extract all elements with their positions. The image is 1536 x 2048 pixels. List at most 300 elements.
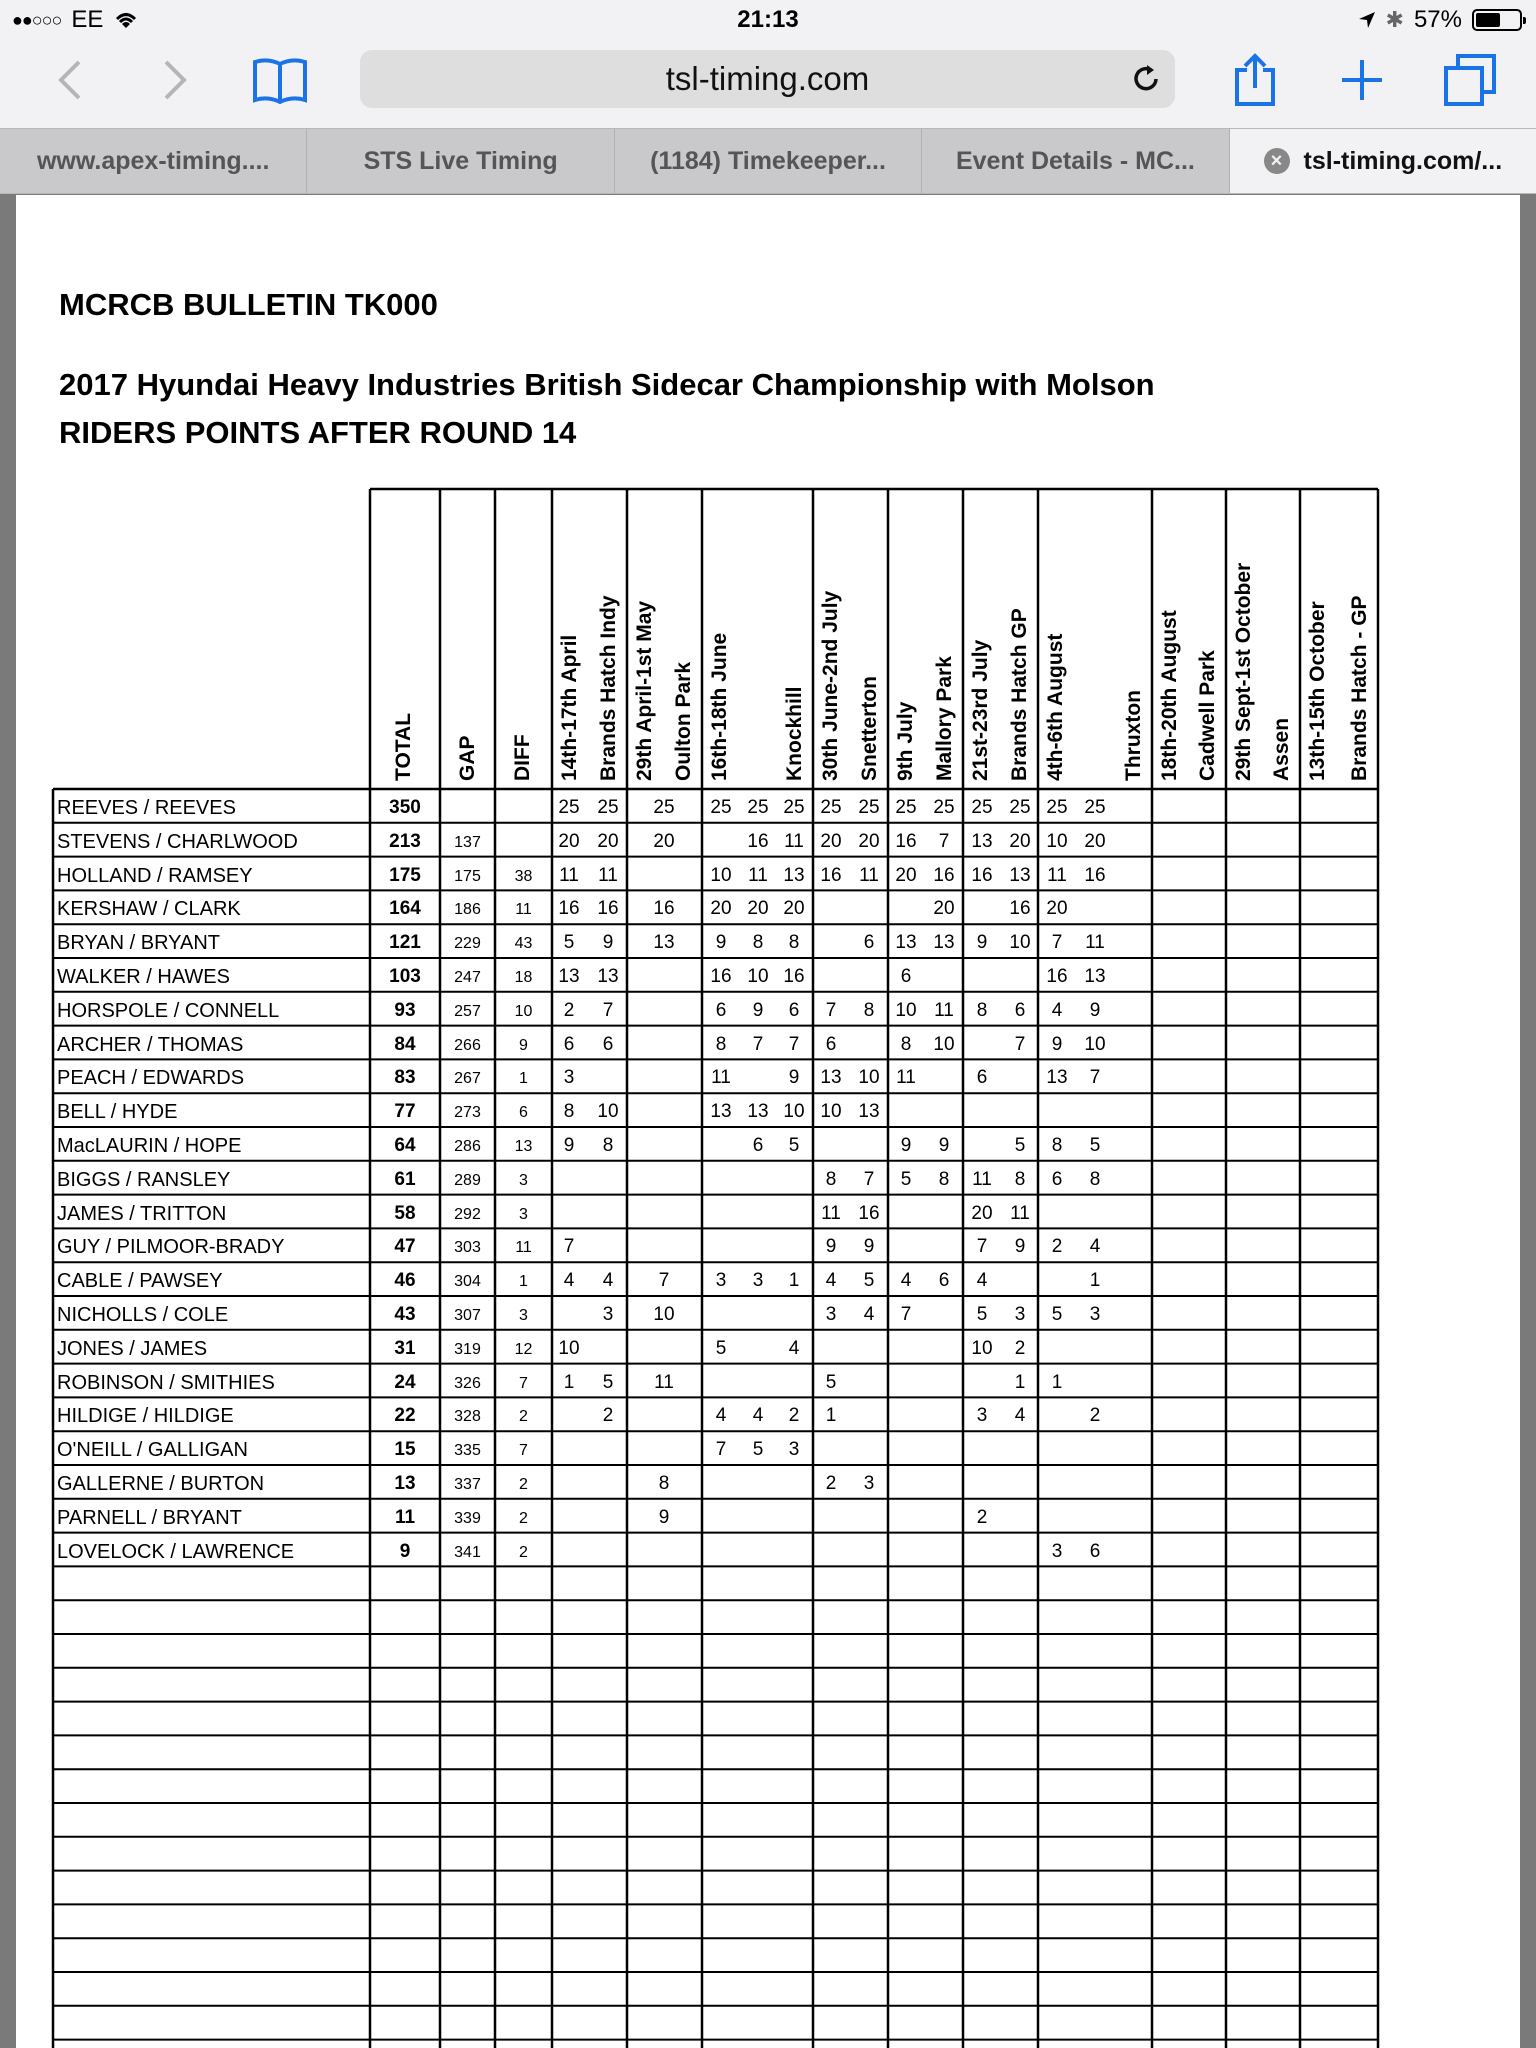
header-event-date: 29th April-1st May: [633, 600, 656, 781]
race-points: 11: [1085, 932, 1105, 954]
header-event-date: 16th-18th June: [708, 632, 731, 781]
race-points: 2: [563, 999, 575, 1021]
race-points: 16: [1009, 898, 1031, 920]
race-points: 9: [1089, 999, 1101, 1021]
address-bar[interactable]: [360, 50, 1175, 108]
race-points: 7: [938, 830, 950, 852]
gap-value: 229: [454, 935, 481, 953]
total-points: 46: [394, 1270, 416, 1292]
race-points: 13: [895, 932, 917, 954]
diff-value: 2: [519, 1476, 528, 1493]
total-points: 24: [394, 1371, 416, 1393]
total-points: 84: [394, 1033, 416, 1055]
race-points: 2: [1014, 1337, 1026, 1359]
race-points: 20: [1084, 830, 1106, 852]
race-points: 8: [1014, 1168, 1026, 1190]
race-points: 11: [1047, 864, 1067, 886]
header-event-date: 30th June-2nd July: [819, 590, 842, 781]
race-points: 20: [895, 864, 917, 886]
tab-label: Event Details - MC...: [955, 146, 1195, 175]
total-points: 93: [394, 999, 416, 1021]
race-points: 7: [1014, 1033, 1026, 1055]
gap-value: 247: [454, 969, 481, 986]
total-points: 58: [394, 1202, 416, 1224]
rider-name: ROBINSON / SMITHIES: [57, 1371, 275, 1394]
race-points: 6: [752, 1135, 764, 1156]
diff-value: 10: [514, 1002, 533, 1020]
race-points: 6: [563, 1033, 575, 1055]
header-event-venue: Oulton Park: [672, 661, 695, 781]
total-points: 43: [394, 1304, 416, 1325]
race-points: 8: [900, 1033, 912, 1055]
race-points: 16: [558, 898, 580, 920]
race-points: 1: [1051, 1371, 1063, 1393]
gap-value: 267: [454, 1070, 481, 1088]
gap-value: 304: [454, 1273, 481, 1291]
race-points: 3: [863, 1473, 875, 1494]
race-points: 16: [820, 864, 842, 886]
status-bar: [0, 0, 1536, 40]
gap-value: 335: [454, 1442, 481, 1460]
race-points: 7: [788, 1033, 800, 1055]
rider-name: HORSPOLE / CONNELL: [57, 999, 280, 1022]
race-points: 4: [976, 1270, 988, 1292]
race-points: 10: [1084, 1033, 1106, 1055]
race-points: 6: [715, 999, 727, 1021]
race-points: 16: [971, 864, 993, 886]
race-points: 9: [825, 1236, 837, 1258]
race-points: 20: [858, 830, 880, 852]
diff-value: 3: [519, 1307, 528, 1324]
race-points: 4: [863, 1304, 875, 1325]
race-points: 5: [563, 932, 575, 954]
race-points: 25: [597, 797, 619, 818]
total-points: 213: [389, 830, 421, 852]
race-points: 6: [976, 1067, 988, 1089]
race-points: 7: [1051, 932, 1063, 954]
race-points: 8: [752, 932, 764, 954]
race-points: 2: [1051, 1236, 1063, 1258]
total-points: 11: [394, 1506, 416, 1528]
race-points: 2: [602, 1405, 614, 1427]
diff-value: 9: [519, 1036, 528, 1054]
diff-value: 13: [514, 1138, 533, 1155]
race-points: 6: [788, 999, 800, 1021]
total-points: 64: [394, 1135, 416, 1156]
race-points: 10: [858, 1067, 880, 1089]
race-points: 1: [825, 1405, 837, 1427]
page-content: [16, 195, 1520, 2048]
race-points: 9: [658, 1506, 670, 1528]
browser-toolbar: [0, 40, 1536, 128]
total-points: 77: [394, 1101, 416, 1123]
battery-percent: 57%: [1413, 6, 1462, 33]
race-points: 13: [858, 1101, 880, 1123]
race-points: 4: [1051, 999, 1063, 1021]
race-points: 7: [715, 1439, 727, 1461]
race-points: 7: [752, 1033, 764, 1055]
race-points: 3: [825, 1304, 837, 1325]
race-points: 3: [752, 1270, 764, 1292]
race-points: 2: [976, 1506, 988, 1528]
race-points: 4: [752, 1405, 764, 1427]
race-points: 8: [715, 1033, 727, 1055]
race-points: 25: [653, 797, 675, 818]
race-points: 5: [825, 1371, 837, 1393]
rider-name: KERSHAW / CLARK: [57, 898, 241, 921]
race-points: 7: [976, 1236, 988, 1258]
race-points: 10: [1046, 830, 1068, 852]
race-points: 8: [658, 1473, 670, 1494]
race-points: 3: [602, 1304, 614, 1325]
race-points: 11: [654, 1371, 674, 1393]
race-points: 13: [558, 966, 580, 987]
race-points: 10: [597, 1101, 619, 1123]
tab-label: www.apex-timing....: [36, 146, 270, 175]
race-points: 5: [715, 1337, 727, 1359]
rider-name: PARNELL / BRYANT: [57, 1506, 242, 1529]
race-points: 10: [895, 999, 917, 1021]
total-points: 83: [394, 1067, 416, 1089]
race-points: 9: [900, 1135, 912, 1156]
race-points: 13: [710, 1101, 732, 1123]
race-points: 25: [971, 797, 993, 818]
gap-value: 175: [454, 867, 481, 885]
diff-value: 2: [519, 1408, 528, 1426]
race-points: 13: [820, 1067, 842, 1089]
page-subtitle: RIDERS POINTS AFTER ROUND 14: [59, 415, 577, 450]
tab-event-details[interactable]: [922, 129, 1229, 193]
race-points: 3: [788, 1439, 800, 1461]
total-points: 164: [389, 898, 421, 920]
header-event-venue: Assen: [1270, 717, 1293, 781]
gap-value: 326: [454, 1374, 481, 1392]
header-event-date: 9th July: [894, 701, 917, 781]
diff-value: 7: [519, 1374, 528, 1392]
book-icon: [252, 56, 308, 104]
race-points: 6: [938, 1270, 950, 1292]
race-points: 9: [715, 932, 727, 954]
gap-value: 137: [454, 833, 481, 851]
race-points: 6: [863, 932, 875, 954]
chevron-left-icon: [55, 58, 85, 102]
new-tab-button[interactable]: [1332, 50, 1392, 110]
race-points: 10: [820, 1101, 842, 1123]
bulletin-title: MCRCB BULLETIN TK000: [59, 287, 438, 322]
race-points: 25: [558, 797, 580, 818]
chevron-right-icon: [160, 58, 190, 102]
race-points: 9: [788, 1067, 800, 1089]
race-points: 4: [1089, 1236, 1101, 1258]
header-event-venue: Cadwell Park: [1196, 650, 1219, 781]
diff-value: 6: [519, 1104, 528, 1122]
race-points: 11: [748, 864, 768, 886]
race-points: 10: [558, 1337, 580, 1359]
race-points: 10: [783, 1101, 805, 1123]
diff-value: 3: [519, 1205, 528, 1223]
race-points: 9: [863, 1236, 875, 1258]
race-points: 16: [1084, 864, 1106, 886]
tab-timekeeper[interactable]: [615, 129, 922, 193]
tabs-button[interactable]: [1440, 50, 1500, 110]
race-points: 8: [1051, 1135, 1063, 1156]
race-points: 20: [653, 830, 675, 852]
header-event-date: 18th-20th August: [1158, 610, 1181, 781]
share-icon: [1233, 52, 1277, 108]
diff-value: 18: [514, 969, 533, 986]
header-event-venue: Mallory Park: [933, 656, 956, 781]
race-points: 9: [1051, 1033, 1063, 1055]
header-event-date: 13th-15th October: [1306, 601, 1329, 781]
race-points: 10: [933, 1033, 955, 1055]
race-points: 8: [976, 999, 988, 1021]
rider-name: BELL / HYDE: [57, 1101, 178, 1124]
race-points: 11: [821, 1202, 841, 1224]
race-points: 9: [563, 1135, 575, 1156]
tab-label: (1184) Timekeeper...: [650, 146, 886, 175]
race-points: 20: [933, 898, 955, 920]
race-points: 7: [863, 1168, 875, 1190]
race-points: 11: [1010, 1202, 1030, 1224]
race-points: 11: [859, 864, 879, 886]
diff-value: 11: [515, 901, 532, 919]
gap-value: 257: [454, 1002, 481, 1020]
race-points: 5: [900, 1168, 912, 1190]
gap-value: 289: [454, 1171, 481, 1189]
race-points: 3: [1014, 1304, 1026, 1325]
bluetooth-icon: ✱: [1385, 7, 1404, 32]
header-event-date: 4th-6th August: [1044, 633, 1067, 781]
race-points: 4: [602, 1270, 614, 1292]
race-points: 4: [1014, 1405, 1026, 1427]
header-event-venue: Brands Hatch Indy: [597, 595, 620, 781]
race-points: 11: [711, 1067, 731, 1089]
race-points: 6: [900, 966, 912, 987]
race-points: 8: [563, 1101, 575, 1123]
rider-name: STEVENS / CHARLWOOD: [57, 830, 298, 853]
race-points: 3: [1051, 1540, 1063, 1562]
race-points: 20: [1046, 898, 1068, 920]
race-points: 20: [747, 898, 769, 920]
race-points: 25: [895, 797, 917, 818]
race-points: 20: [971, 1202, 993, 1224]
race-points: 20: [783, 898, 805, 920]
race-points: 16: [597, 898, 619, 920]
rider-name: HILDIGE / HILDIGE: [57, 1405, 234, 1428]
tabs-icon: [1442, 52, 1498, 108]
race-points: 20: [558, 830, 580, 852]
race-points: 7: [602, 999, 614, 1021]
diff-value: 12: [514, 1340, 533, 1358]
total-points: 31: [394, 1337, 416, 1359]
header-event-venue: Knockhill: [783, 686, 806, 781]
diff-value: 2: [519, 1509, 528, 1527]
race-points: 4: [715, 1405, 727, 1427]
header-event-date: 21st-23rd July: [969, 639, 992, 781]
header-event-venue: Thruxton: [1122, 690, 1145, 781]
header-event-venue: Brands Hatch - GP: [1348, 595, 1371, 781]
tab-tsl-timing[interactable]: [1230, 129, 1536, 193]
race-points: 25: [1046, 797, 1068, 818]
rider-name: BRYAN / BRYANT: [57, 932, 221, 955]
total-points: 47: [394, 1236, 416, 1258]
race-points: 10: [747, 966, 769, 987]
race-points: 25: [1009, 797, 1031, 818]
race-points: 1: [1014, 1371, 1026, 1393]
gap-value: 273: [454, 1104, 481, 1122]
header-diff: DIFF: [511, 734, 534, 781]
race-points: 4: [825, 1270, 837, 1292]
race-points: 5: [788, 1135, 800, 1156]
header-event-date: 29th Sept-1st October: [1232, 562, 1255, 781]
back-button[interactable]: [40, 50, 100, 110]
forward-button[interactable]: [145, 50, 205, 110]
race-points: 1: [788, 1270, 800, 1292]
gap-value: 266: [454, 1036, 481, 1054]
race-points: 9: [976, 932, 988, 954]
race-points: 1: [1089, 1270, 1101, 1292]
race-points: 7: [900, 1304, 912, 1325]
rider-name: PEACH / EDWARDS: [57, 1067, 245, 1090]
diff-value: 1: [519, 1070, 528, 1088]
diff-value: 43: [514, 935, 533, 953]
race-points: 7: [658, 1270, 670, 1292]
gap-value: 307: [454, 1307, 481, 1324]
gap-value: 341: [454, 1543, 481, 1561]
race-points: 13: [933, 932, 955, 954]
race-points: 6: [825, 1033, 837, 1055]
race-points: 8: [1089, 1168, 1101, 1190]
gap-value: 319: [454, 1340, 481, 1358]
rider-name: LOVELOCK / LAWRENCE: [57, 1540, 295, 1563]
race-points: 3: [715, 1270, 727, 1292]
rider-name: HOLLAND / RAMSEY: [57, 864, 253, 887]
race-points: 5: [1051, 1304, 1063, 1325]
tab-label: STS Live Timing: [363, 146, 558, 175]
race-points: 4: [900, 1270, 912, 1292]
race-points: 16: [858, 1202, 880, 1224]
race-points: 25: [933, 797, 955, 818]
gap-value: 286: [454, 1138, 481, 1155]
header-event-date: 14th-17th April: [558, 634, 581, 781]
total-points: 13: [394, 1473, 416, 1494]
diff-value: 7: [519, 1442, 528, 1460]
header-gap: GAP: [456, 735, 479, 781]
race-points: 2: [1089, 1405, 1101, 1427]
header-event-venue: Snetterton: [858, 676, 881, 781]
rider-name: NICHOLLS / COLE: [57, 1304, 229, 1326]
race-points: 11: [896, 1067, 916, 1089]
rider-name: O'NEILL / GALLIGAN: [57, 1439, 248, 1462]
race-points: 10: [971, 1337, 993, 1359]
total-points: 15: [394, 1439, 416, 1461]
total-points: 22: [394, 1405, 416, 1427]
reload-icon[interactable]: [1129, 62, 1163, 96]
race-points: 8: [938, 1168, 950, 1190]
race-points: 25: [747, 797, 769, 818]
gap-value: 186: [454, 901, 481, 919]
share-button[interactable]: [1225, 50, 1285, 110]
total-points: 9: [399, 1540, 411, 1562]
race-points: 9: [1014, 1236, 1026, 1258]
location-icon: [1358, 11, 1376, 29]
race-points: 20: [597, 830, 619, 852]
race-points: 9: [752, 999, 764, 1021]
rider-name: GUY / PILMOOR-BRADY: [57, 1236, 285, 1259]
rider-name: JONES / JAMES: [57, 1337, 208, 1360]
race-points: 5: [976, 1304, 988, 1325]
race-points: 11: [784, 830, 804, 852]
rider-name: JAMES / TRITTON: [57, 1202, 227, 1225]
tab-label: tsl-timing.com/...: [1303, 146, 1503, 175]
race-points: 3: [1089, 1304, 1101, 1325]
race-points: 9: [938, 1135, 950, 1156]
race-points: 16: [1046, 966, 1068, 987]
race-points: 16: [653, 898, 675, 920]
total-points: 61: [394, 1168, 416, 1190]
total-points: 103: [389, 966, 421, 987]
race-points: 13: [597, 966, 619, 987]
clock: 21:13: [737, 6, 799, 33]
race-points: 8: [863, 999, 875, 1021]
plus-icon: [1338, 56, 1386, 104]
diff-value: 11: [515, 1239, 532, 1257]
race-points: 6: [1089, 1540, 1101, 1562]
race-points: 8: [788, 932, 800, 954]
tab-sts-live-timing[interactable]: [307, 129, 614, 193]
race-points: 6: [1051, 1168, 1063, 1190]
race-points: 10: [1009, 932, 1031, 954]
race-points: 11: [559, 864, 579, 886]
diff-value: 3: [519, 1171, 528, 1189]
race-points: 6: [602, 1033, 614, 1055]
carrier-label: EE: [71, 6, 104, 33]
bookmarks-button[interactable]: [250, 50, 310, 110]
race-points: 13: [653, 932, 675, 954]
race-points: 13: [747, 1101, 769, 1123]
header-event-venue: Brands Hatch GP: [1008, 608, 1031, 781]
signal-icon: ●●○○○: [12, 9, 62, 30]
race-points: 2: [825, 1473, 837, 1494]
race-points: 11: [972, 1168, 992, 1190]
race-points: 20: [710, 898, 732, 920]
race-points: 7: [825, 999, 837, 1021]
rider-name: ARCHER / THOMAS: [57, 1033, 244, 1056]
race-points: 8: [602, 1135, 614, 1156]
race-points: 13: [971, 830, 993, 852]
race-points: 3: [563, 1067, 575, 1089]
race-points: 4: [563, 1270, 575, 1292]
race-points: 7: [1089, 1067, 1101, 1089]
close-tab-icon[interactable]: ×: [1264, 148, 1290, 174]
race-points: 16: [783, 966, 805, 987]
tab-apex-timing[interactable]: [0, 129, 307, 193]
battery-icon: [1472, 9, 1522, 31]
race-points: 10: [710, 864, 732, 886]
race-points: 16: [895, 830, 917, 852]
race-points: 5: [602, 1371, 614, 1393]
page-title: 2017 Hyundai Heavy Industries British Sidecar Championship with Molson: [59, 367, 1155, 402]
race-points: 13: [1084, 966, 1106, 987]
race-points: 16: [933, 864, 955, 886]
tab-bar: [0, 128, 1536, 194]
race-points: 13: [783, 864, 805, 886]
diff-value: 1: [519, 1273, 528, 1291]
race-points: 1: [563, 1371, 575, 1393]
gap-value: 303: [454, 1239, 481, 1257]
rider-name: WALKER / HAWES: [57, 966, 230, 988]
race-points: 11: [598, 864, 618, 886]
